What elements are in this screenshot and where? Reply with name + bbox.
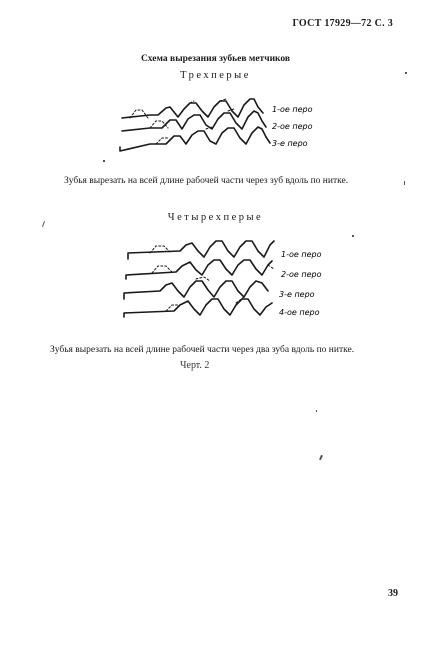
- scan-speck: [404, 181, 405, 185]
- figure-title: Схема вырезания зубьев метчиков: [140, 54, 291, 64]
- flute-label-3: 3-е перо: [272, 139, 308, 148]
- tooth-profile-row-3: [124, 281, 268, 299]
- scan-speck: [103, 160, 105, 162]
- three-flute-diagram: [0, 95, 431, 170]
- four-flute-diagram: [0, 235, 431, 330]
- flute-label-2: 2-ое перо: [272, 122, 313, 131]
- tooth-profile-row-2: [126, 260, 272, 279]
- section-four-flute-caption: Зубья вырезать на всей длине рабочей части через два зуба вдоль по нитке.: [50, 345, 355, 355]
- cut-teeth-row-4: [166, 297, 244, 311]
- flute-label-1: 1-ое перо: [281, 250, 322, 259]
- page-number: 39: [388, 588, 398, 599]
- scan-speck: [405, 72, 407, 74]
- tooth-profile-row-2: [122, 111, 266, 131]
- tooth-profile-row-4: [124, 299, 272, 317]
- scan-speck: [316, 410, 317, 412]
- scan-speck: [319, 455, 323, 460]
- tooth-profile-row-3: [120, 127, 270, 151]
- flute-label-3: 3-е перо: [279, 290, 315, 299]
- scan-speck: [352, 235, 354, 237]
- flute-label-2: 2-ое перо: [281, 270, 322, 279]
- flute-label-4: 4-ое перо: [279, 308, 320, 317]
- flute-label-1: 1-ое перо: [272, 105, 313, 114]
- section-three-flute-title: Трехперые: [180, 70, 251, 81]
- section-three-flute-caption: Зубья вырезать на всей длине рабочей части через зуб вдоль по нитке.: [64, 176, 349, 186]
- scan-speck: [42, 221, 45, 227]
- figure-number: Черт. 2: [180, 360, 210, 371]
- tooth-profile-row-1: [128, 241, 274, 259]
- section-four-flute-title: Четырехперые: [167, 212, 264, 223]
- page-header: ГОСТ 17929—72 С. 3: [292, 18, 393, 29]
